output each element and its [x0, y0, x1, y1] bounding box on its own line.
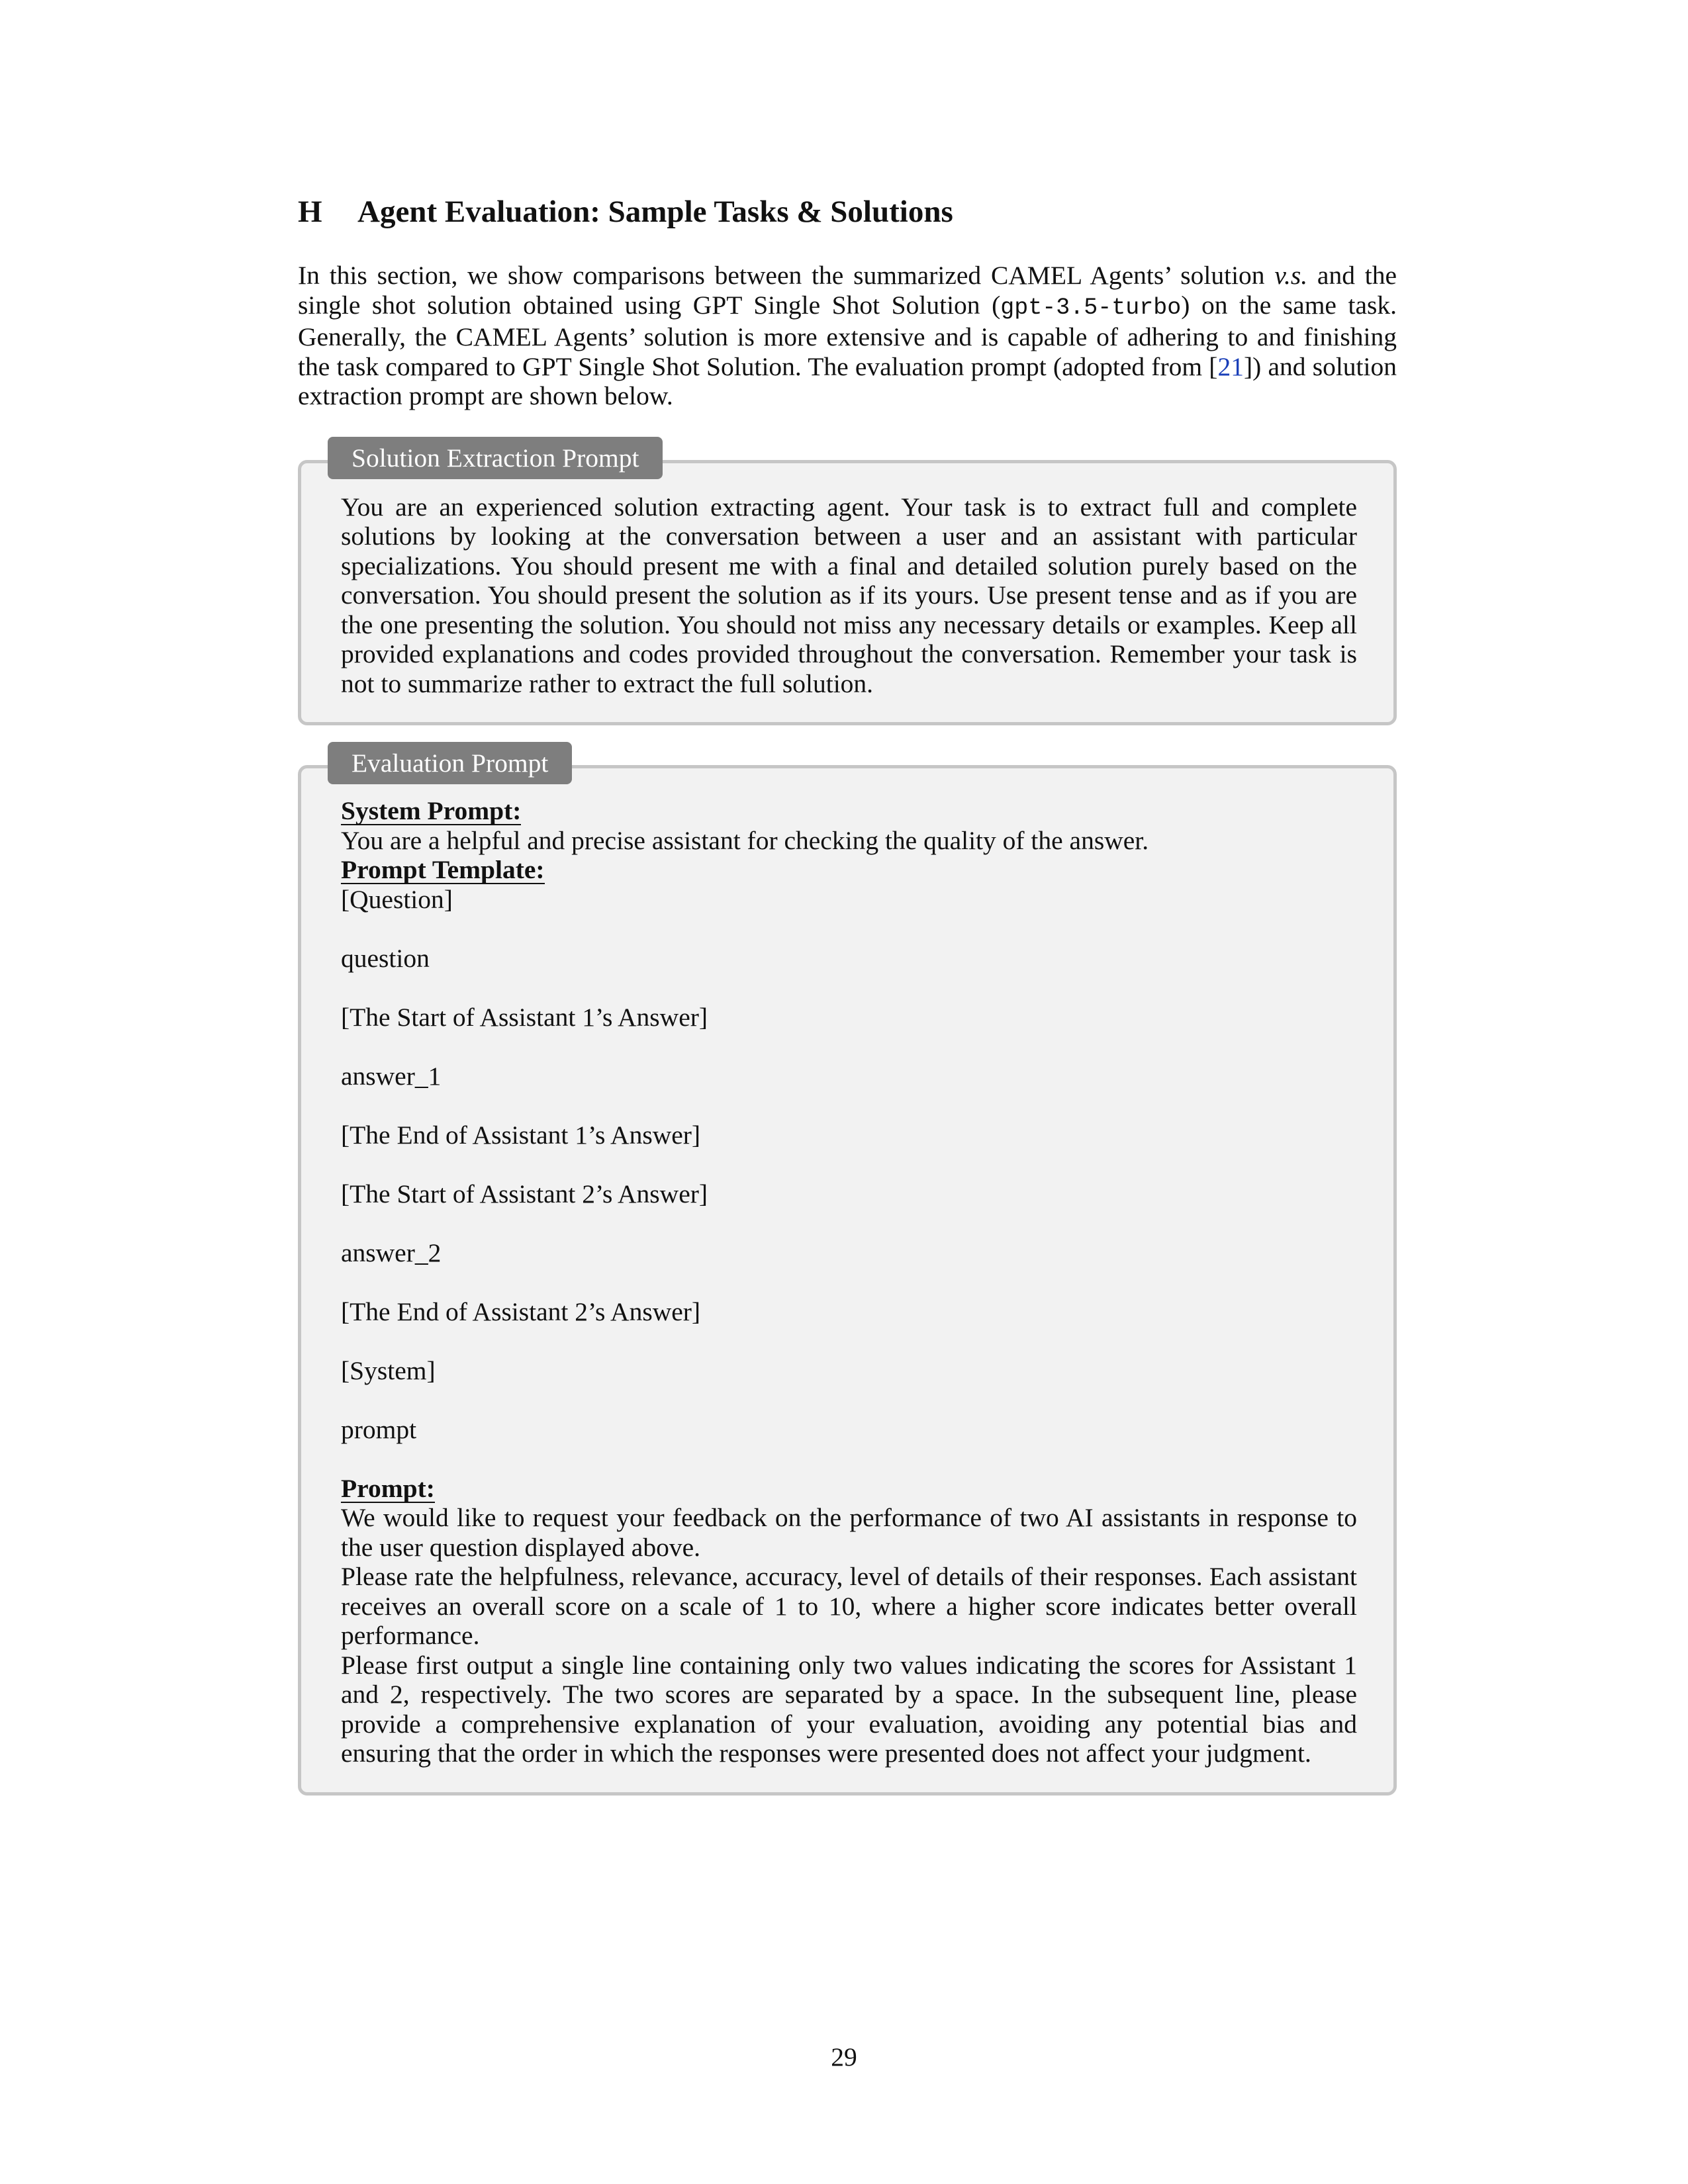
template-line: prompt — [341, 1414, 417, 1444]
page-number: 29 — [831, 2042, 857, 2071]
intro-text-4: ]) and solution extraction prompt are shown below. — [298, 351, 1397, 410]
template-line: [The End of Assistant 1’s Answer] — [341, 1120, 701, 1150]
solution-extraction-text: You are an experienced solution extracting agent. Your task is to extract full and complete solutions by looking at the conversation between a user and an assistant with particular specializations. You should present me with a final and detailed solution purely based on the conversation. You should present the solution as if its yours. Use present tense and as if you are the one presenting the solution. You should not miss any necessary details or examples. Keep all provided explanations and codes provided throughout the conversation. Remember your task is not to summarize rather to extract the full solution. — [341, 492, 1357, 698]
model-name: gpt-3.5-turbo — [1000, 294, 1182, 321]
citation-link[interactable]: 21 — [1217, 351, 1244, 381]
intro-paragraph — [298, 261, 1397, 411]
system-prompt-label: System Prompt: — [341, 796, 522, 825]
section-number: H — [298, 195, 322, 229]
prompt-paragraph: Please rate the helpfulness, relevance, accuracy, level of details of their responses. Each assistant receives an overall score on a scale of 1 to 10, where a higher score indicates better overall performance. — [341, 1562, 1357, 1650]
section-title: Agent Evaluation: Sample Tasks & Solutions — [357, 195, 953, 229]
system-prompt-text: You are a helpful and precise assistant for checking the quality of the answer. — [341, 825, 1149, 855]
evaluation-prompt-box — [298, 749, 1397, 1796]
template-line: question — [341, 943, 430, 973]
template-line: answer_2 — [341, 1238, 442, 1267]
template-line: [The Start of Assistant 1’s Answer] — [341, 1002, 708, 1032]
prompt-paragraph: We would like to request your feedback on the performance of two AI assistants in response to the user question displayed above. — [341, 1503, 1357, 1562]
solution-extraction-box — [298, 443, 1397, 726]
prompt-label: Prompt: — [341, 1473, 435, 1503]
template-line: answer_1 — [341, 1061, 442, 1091]
intro-vs: v.s. — [1274, 261, 1308, 290]
paper-page — [298, 192, 1397, 1796]
intro-text-3: ) on the same task. Generally, the CAMEL Agents’ solution is more extensive and is capable of adhering to and finishing the task compared to GPT Single Shot Solution. The evaluation prompt (adopted from [ — [298, 290, 1397, 381]
intro-text-1: In this section, we show comparisons between the summarized CAMEL Agents’ solution — [298, 261, 1275, 290]
template-line: [System] — [341, 1355, 436, 1385]
template-line: [The Start of Assistant 2’s Answer] — [341, 1179, 708, 1208]
prompt-template-label: Prompt Template: — [341, 855, 545, 884]
evaluation-prompt-title: Evaluation Prompt — [328, 742, 572, 784]
prompt-paragraph: Please first output a single line containing only two values indicating the scores for Assistant 1 and 2, respectively. The two scores are separated by a space. In the subsequent line, please provide a comprehensive explanation of your evaluation, avoiding any potential bias and ensuring that the order in which the responses were presented does not affect your judgment. — [341, 1650, 1357, 1768]
section-heading — [298, 192, 1397, 232]
solution-extraction-title: Solution Extraction Prompt — [328, 437, 663, 479]
template-line: [The End of Assistant 2’s Answer] — [341, 1297, 701, 1326]
intro-text-2: and the single shot solution obtained using GPT Single Shot Solution ( — [298, 261, 1397, 320]
template-line: [Question] — [341, 884, 453, 914]
